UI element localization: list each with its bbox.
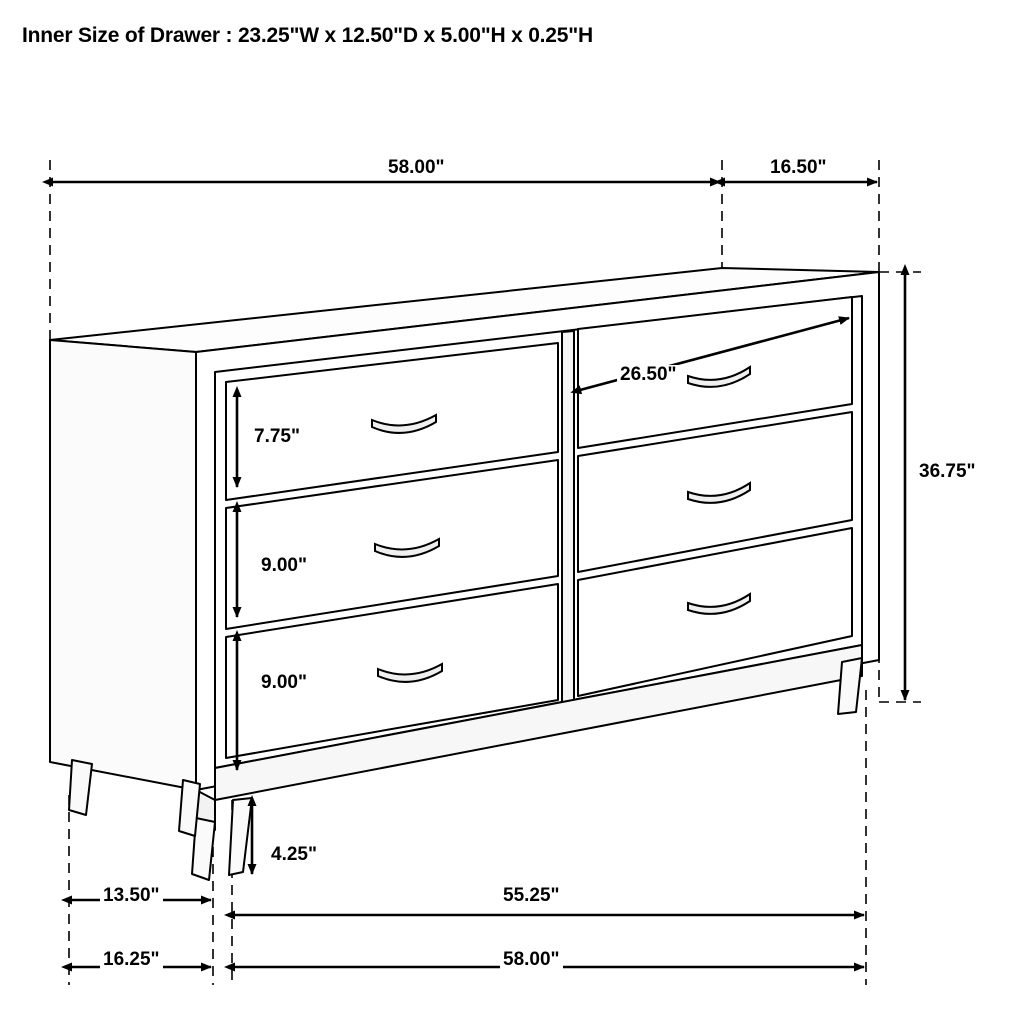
dimension-label-base-depth: 16.25" (100, 950, 163, 970)
dimension-label-overall-height: 36.75" (916, 462, 979, 482)
dimension-label-base-width-inner: 55.25" (500, 886, 563, 906)
dimension-label-drawer-3-height: 9.00" (258, 673, 310, 693)
dimension-label-top-width: 58.00" (385, 158, 448, 178)
page-title: Inner Size of Drawer : 23.25"W x 12.50"D x 5.00"H x 0.25"H (22, 24, 593, 47)
dimension-label-base-width-outer: 58.00" (500, 950, 563, 970)
dimension-label-drawer-width: 26.50" (617, 365, 680, 385)
dimension-label-leg-height: 4.25" (268, 845, 320, 865)
dresser-illustration (50, 268, 879, 880)
dimension-label-top-depth: 16.50" (767, 158, 830, 178)
dimension-label-drawer-2-height: 9.00" (258, 556, 310, 576)
dimension-label-drawer-1-height: 7.75" (251, 427, 303, 447)
dimension-label-side-depth: 13.50" (100, 886, 163, 906)
